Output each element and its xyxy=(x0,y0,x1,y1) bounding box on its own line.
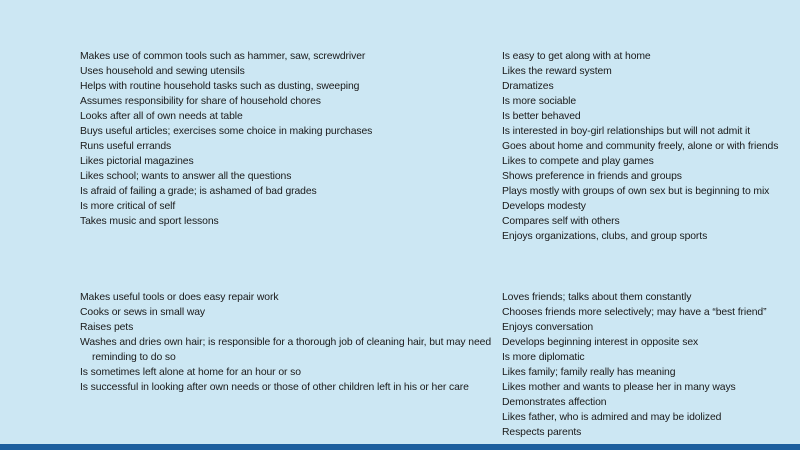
list-item: Takes music and sport lessons xyxy=(80,216,219,227)
list-item: Is afraid of failing a grade; is ashamed of bad grades xyxy=(80,186,317,197)
list-item: Develops modesty xyxy=(502,201,586,212)
list-item: Is interested in boy-girl relationships but will not admit it xyxy=(502,126,751,137)
list-item: Makes useful tools or does easy repair work xyxy=(80,292,279,303)
list-item: Compares self with others xyxy=(502,216,620,227)
list-item: Demonstrates affection xyxy=(502,397,607,408)
list-item: Is more critical of self xyxy=(80,201,176,212)
list-item: Likes the reward system xyxy=(502,66,612,77)
list-item: Helps with routine household tasks such as dusting, sweeping xyxy=(80,81,360,92)
list-item: Likes to compete and play games xyxy=(502,156,654,167)
list-item: Chooses friends more selectively; may have a “best friend” xyxy=(502,307,767,318)
list-item: Likes mother and wants to please her in many ways xyxy=(502,382,736,393)
list-item: Cooks or sews in small way xyxy=(80,307,206,318)
list-item: Is more sociable xyxy=(502,96,577,107)
list-item: Likes father, who is admired and may be idolized xyxy=(502,412,722,423)
list-item: Is sometimes left alone at home for an hour or so xyxy=(80,367,301,378)
list-item: Loves friends; talks about them constantly xyxy=(502,292,692,303)
footer-bar xyxy=(0,444,800,450)
list-item: Dramatizes xyxy=(502,81,554,92)
list-item: Shows preference in friends and groups xyxy=(502,171,682,182)
list-item: Uses household and sewing utensils xyxy=(80,66,245,77)
list-item: Likes family; family really has meaning xyxy=(502,367,676,378)
top-right-list xyxy=(502,49,778,244)
list-item: Looks after all of own needs at table xyxy=(80,111,243,122)
list-item: Runs useful errands xyxy=(80,141,172,152)
list-item: Develops beginning interest in opposite sex xyxy=(502,337,699,348)
list-item: Is successful in looking after own needs or those of other children left in his or her care xyxy=(80,382,469,393)
list-item: Likes school; wants to answer all the questions xyxy=(80,171,292,182)
list-item: Enjoys conversation xyxy=(502,322,594,333)
list-item: Raises pets xyxy=(80,322,134,333)
top-left-list xyxy=(80,49,372,229)
list-item: Makes use of common tools such as hammer, saw, screwdriver xyxy=(80,51,366,62)
list-item: Goes about home and community freely, alone or with friends xyxy=(502,141,779,152)
list-item: Assumes responsibility for share of household chores xyxy=(80,96,321,107)
list-item: Is more diplomatic xyxy=(502,352,585,363)
bottom-right-list xyxy=(502,290,766,440)
list-item: Washes and dries own hair; is responsible for a thorough job of cleaning hair, but may need reminding to do so xyxy=(80,337,492,363)
list-item: Plays mostly with groups of own sex but is beginning to mix xyxy=(502,186,770,197)
list-item: Buys useful articles; exercises some choice in making purchases xyxy=(80,126,373,137)
list-item: Likes pictorial magazines xyxy=(80,156,194,167)
list-item: Is easy to get along with at home xyxy=(502,51,651,62)
list-item: Is better behaved xyxy=(502,111,581,122)
list-item: Enjoys organizations, clubs, and group sports xyxy=(502,231,708,242)
list-item: Respects parents xyxy=(502,427,582,438)
bottom-left-list xyxy=(80,290,512,395)
